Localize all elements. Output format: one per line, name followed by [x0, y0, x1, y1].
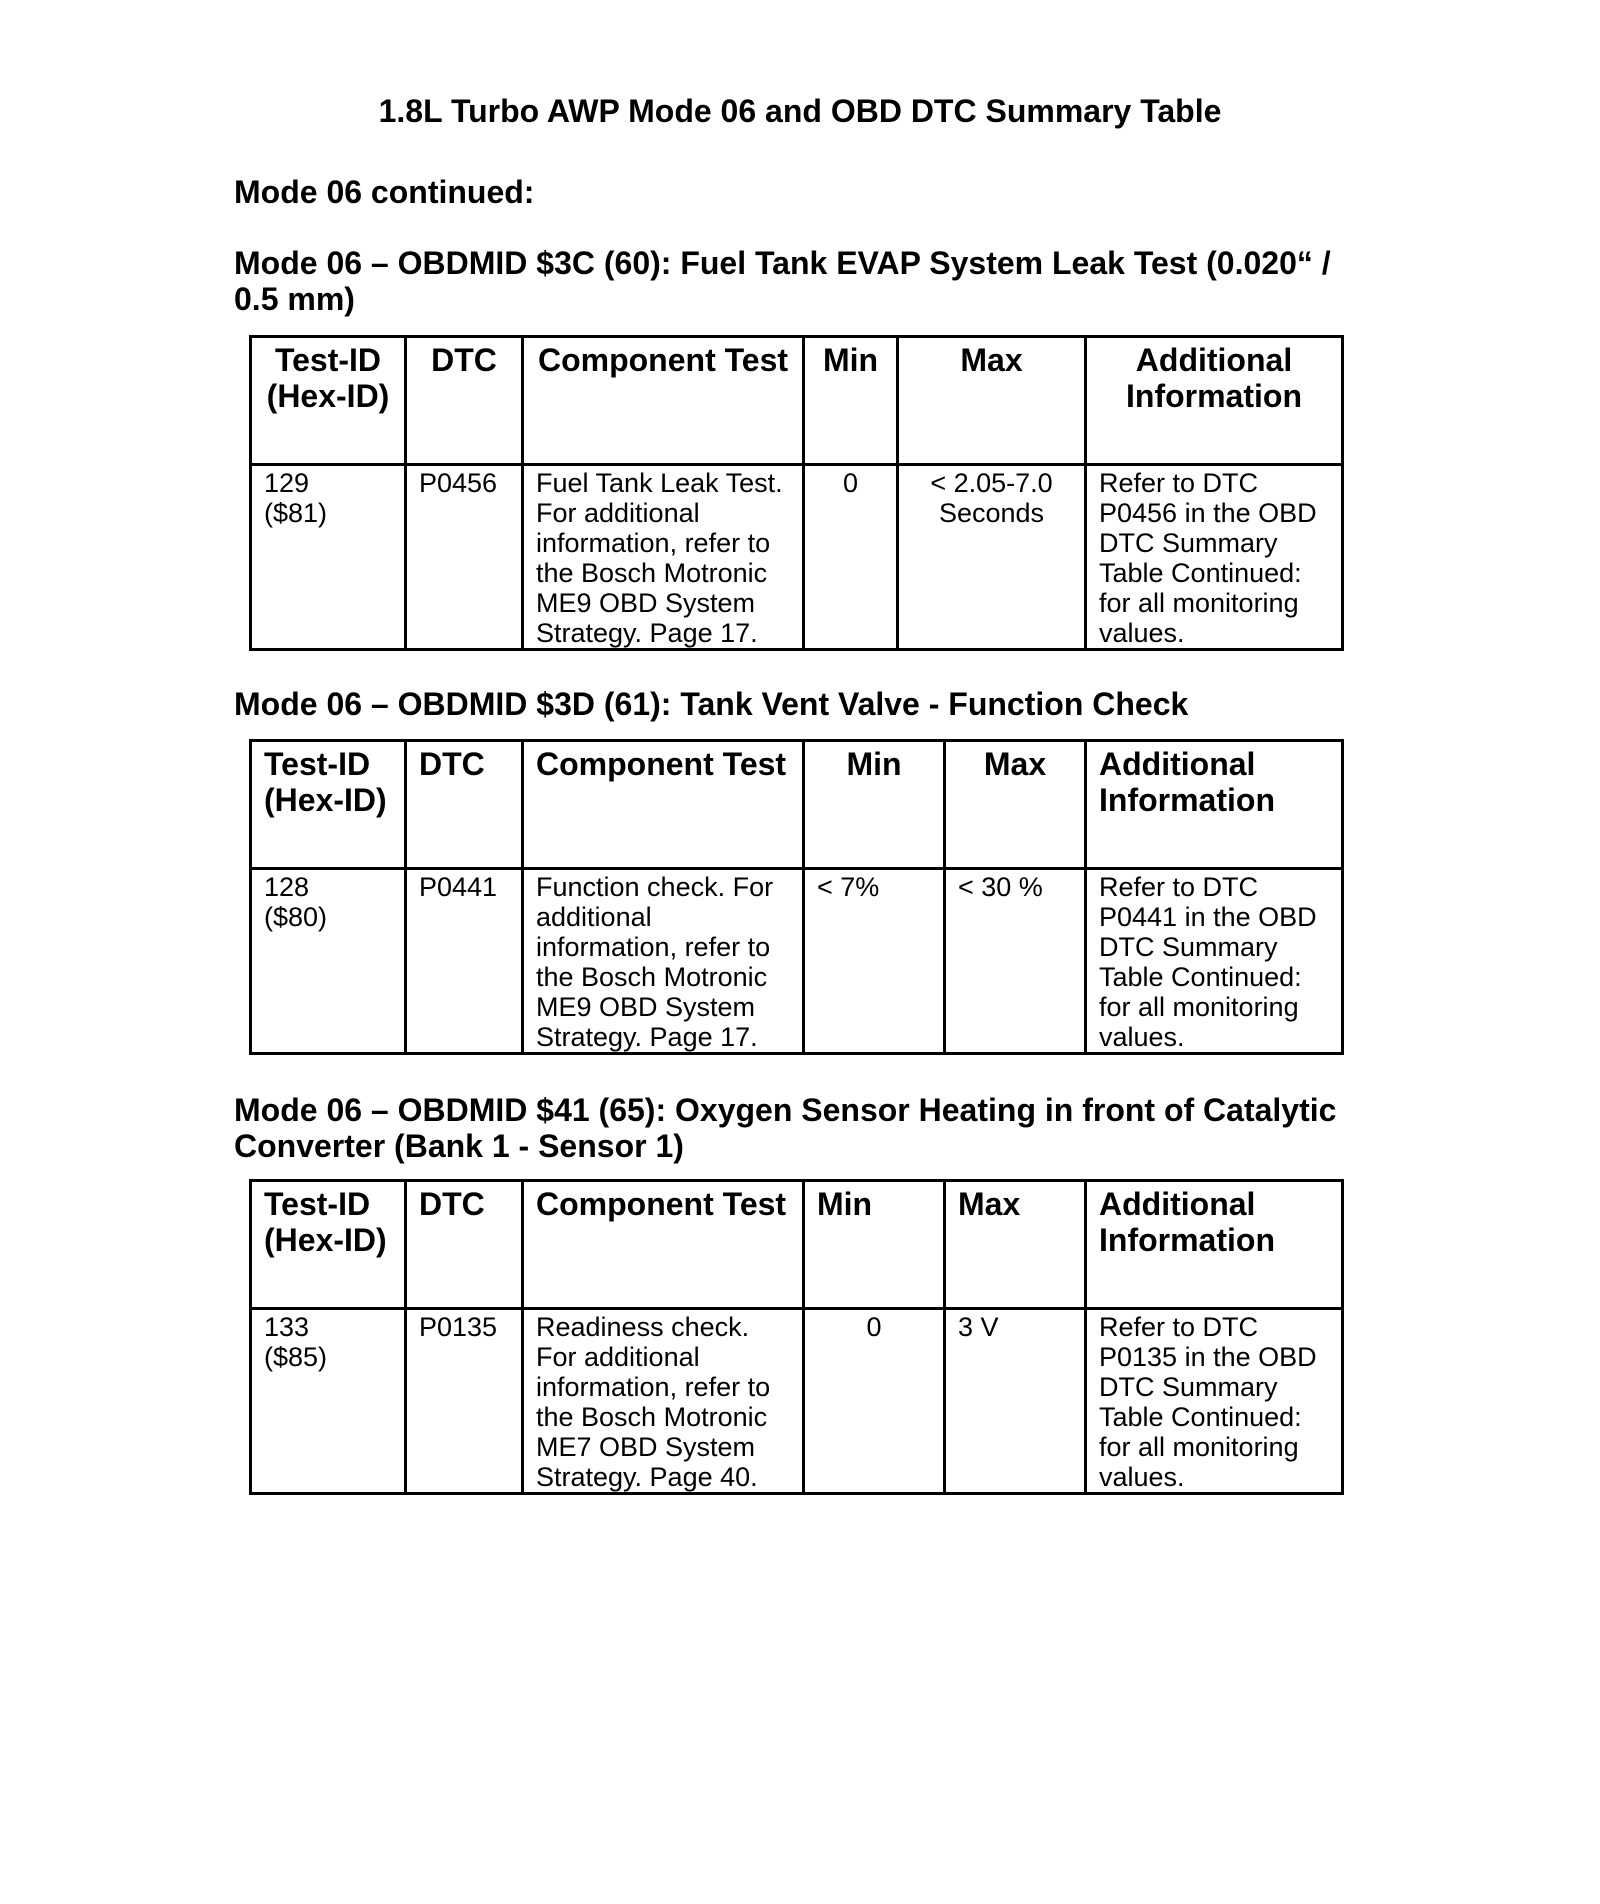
table-obdmid-3c [249, 335, 1344, 651]
col-header-dtc: DTC [406, 1181, 523, 1309]
table-header-row [251, 741, 1343, 869]
table-row [251, 869, 1343, 1054]
table-obdmid-41 [249, 1179, 1344, 1495]
col-header-additional: Additional Information [1086, 1181, 1343, 1309]
cell-min: 0 [804, 465, 898, 650]
cell-dtc: P0441 [406, 869, 523, 1054]
cell-min: < 7% [804, 869, 945, 1054]
col-header-min: Min [804, 337, 898, 465]
cell-max: < 30 % [945, 869, 1086, 1054]
col-header-component-test: Component Test [523, 1181, 804, 1309]
col-header-component-test: Component Test [523, 741, 804, 869]
table-header-row [251, 1181, 1343, 1309]
cell-component-test: Function check. For additional information, refer to the Bosch Motronic ME9 OBD System Strategy. Page 17. [523, 869, 804, 1054]
col-header-min: Min [804, 741, 945, 869]
section-heading-3d: Mode 06 – OBDMID $3D (61): Tank Vent Valve - Function Check [234, 686, 1189, 722]
col-header-test-id: Test-ID (Hex-ID) [251, 741, 406, 869]
cell-test-id: 129 ($81) [251, 465, 406, 650]
col-header-additional: Additional Information [1086, 741, 1343, 869]
col-header-component-test: Component Test [523, 337, 804, 465]
cell-test-id: 133 ($85) [251, 1309, 406, 1494]
cell-max: < 2.05-7.0 Seconds [898, 465, 1086, 650]
section-heading-41: Mode 06 – OBDMID $41 (65): Oxygen Sensor Heating in front of Catalytic Converter (Bank 1 - Sensor 1) [234, 1092, 1337, 1164]
col-header-min: Min [804, 1181, 945, 1309]
col-header-max: Max [898, 337, 1086, 465]
cell-dtc: P0135 [406, 1309, 523, 1494]
table-row [251, 1309, 1343, 1494]
section-heading-3c: Mode 06 – OBDMID $3C (60): Fuel Tank EVAP System Leak Test (0.020“ / 0.5 mm) [234, 245, 1331, 317]
table-obdmid-3d [249, 739, 1344, 1055]
cell-max: 3 V [945, 1309, 1086, 1494]
col-header-dtc: DTC [406, 337, 523, 465]
col-header-test-id: Test-ID (Hex-ID) [251, 1181, 406, 1309]
cell-component-test: Readiness check. For additional information, refer to the Bosch Motronic ME7 OBD System Strategy. Page 40. [523, 1309, 804, 1494]
page-title: 1.8L Turbo AWP Mode 06 and OBD DTC Summary Table [378, 93, 1222, 129]
cell-test-id: 128 ($80) [251, 869, 406, 1054]
table-row [251, 465, 1343, 650]
cell-additional: Refer to DTC P0441 in the OBD DTC Summary Table Continued: for all monitoring values. [1086, 869, 1343, 1054]
col-header-test-id: Test-ID (Hex-ID) [251, 337, 406, 465]
col-header-max: Max [945, 741, 1086, 869]
col-header-additional: Additional Information [1086, 337, 1343, 465]
col-header-max: Max [945, 1181, 1086, 1309]
col-header-dtc: DTC [406, 741, 523, 869]
cell-min: 0 [804, 1309, 945, 1494]
table-header-row [251, 337, 1343, 465]
continued-heading: Mode 06 continued: [234, 174, 535, 210]
cell-dtc: P0456 [406, 465, 523, 650]
cell-component-test: Fuel Tank Leak Test. For additional information, refer to the Bosch Motronic ME9 OBD System Strategy. Page 17. [523, 465, 804, 650]
cell-additional: Refer to DTC P0456 in the OBD DTC Summary Table Continued: for all monitoring values. [1086, 465, 1343, 650]
cell-additional: Refer to DTC P0135 in the OBD DTC Summary Table Continued: for all monitoring values. [1086, 1309, 1343, 1494]
